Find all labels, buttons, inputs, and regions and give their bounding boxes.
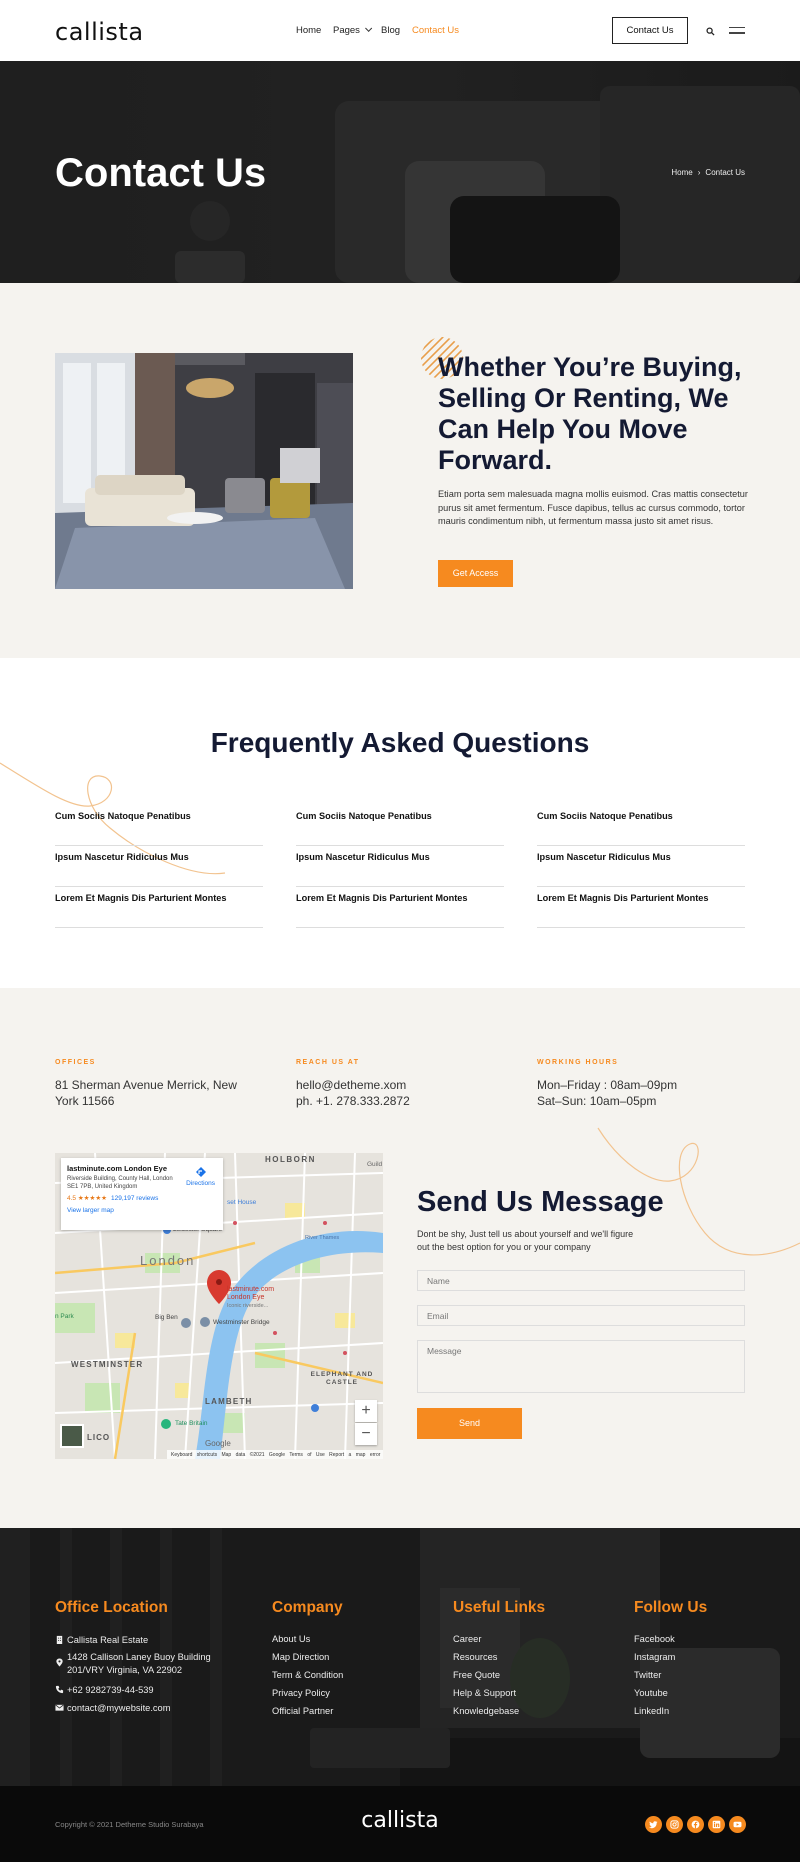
youtube-icon[interactable] [729, 1816, 746, 1833]
map-pin-title: lastminute.com London Eye [227, 1286, 275, 1301]
email-field[interactable]: Email [417, 1305, 745, 1326]
twitter-icon[interactable] [645, 1816, 662, 1833]
hours-weekend: Sat–Sun: 10am–05pm [537, 1094, 657, 1108]
faq-item[interactable]: Lorem Et Magnis Dis Parturient Montes [55, 887, 263, 928]
nav-blog[interactable]: Blog [381, 25, 401, 36]
directions-icon [195, 1166, 207, 1178]
map-reviews-link[interactable]: 129,197 reviews [110, 1195, 159, 1202]
breadcrumb [671, 168, 745, 177]
building-icon [55, 1635, 64, 1644]
about-text: Etiam porta sem malesuada magna mollis euismod. Cras mattis consectetur purus sit amet fermentum. Fusce dapibus, tellus ac cursus commodo, tortor mauris condimentum nibh, ut fermentum massa justo sit amet risus. [438, 489, 748, 526]
faq-item[interactable]: Lorem Et Magnis Dis Parturient Montes [296, 887, 504, 928]
search-icon[interactable] [706, 27, 715, 36]
reach-phone[interactable]: ph. +1. 278.333.2872 [296, 1094, 410, 1108]
breadcrumb-home[interactable]: Home [671, 168, 693, 177]
map-place-card [61, 1158, 223, 1230]
hours-weekday: Mon–Friday : 08am–09pm [537, 1078, 678, 1092]
map-label-somerset: set House [227, 1199, 257, 1206]
office-phone-text[interactable]: +62 9282739-44-539 [67, 1685, 154, 1695]
map-label-thames: River Thames [305, 1235, 340, 1241]
faq-section [0, 658, 800, 988]
send-button[interactable]: Send [417, 1408, 522, 1439]
directions-label: Directions [186, 1180, 215, 1187]
map-label-westminster-bridge: Westminster Bridge [213, 1319, 270, 1326]
map-place-address: Riverside Building, County Hall, London SE1 7PB, United Kingdom [67, 1176, 173, 1190]
zoom-in-button[interactable]: + [355, 1400, 377, 1422]
google-logo: Google [205, 1439, 231, 1448]
map-rating-stars: 4.5 ★★★★★ [67, 1195, 107, 1202]
map-label-london: London [140, 1253, 196, 1268]
footer-company-title: Company [272, 1599, 343, 1616]
chevron-right-icon: › [697, 168, 701, 177]
message-field[interactable]: Message [417, 1340, 745, 1393]
map-label-bigben: Big Ben [155, 1314, 178, 1321]
get-access-button[interactable]: Get Access [438, 560, 513, 587]
footer-link-terms[interactable]: Term & Condition [272, 1670, 344, 1680]
map-label-lambeth: LAMBETH [205, 1397, 253, 1406]
map-footer[interactable]: Keyboard shortcuts Map data ©2021 Google Terms of Use Report a map error [167, 1450, 383, 1459]
contact-section [0, 988, 800, 1528]
footer-useful-title: Useful Links [453, 1599, 546, 1616]
footer-office-phone [55, 1684, 154, 1697]
faq-item[interactable]: Ipsum Nascetur Ridiculus Mus [55, 846, 263, 887]
site-logo[interactable]: callista [55, 18, 144, 46]
offices-address: 81 Sherman Avenue Merrick, New York 11566 [55, 1078, 237, 1108]
offices-label: OFFICES [55, 1059, 96, 1066]
send-message-text: Dont be shy, Just tell us about yourself and we'll figure out the best option for you or your company [417, 1229, 634, 1252]
footer-office-title: Office Location [55, 1599, 168, 1616]
faq-title: Frequently Asked Questions [210, 727, 590, 758]
name-field[interactable]: Name [417, 1270, 745, 1291]
zoom-out-button[interactable]: − [355, 1423, 377, 1445]
map-label-holborn: HOLBORN [265, 1155, 316, 1164]
footer-office-email [55, 1702, 170, 1715]
map-label-elephant: ELEPHANT AND CASTLE [310, 1371, 374, 1386]
phone-icon [55, 1685, 64, 1694]
map-pin-label [227, 1286, 287, 1310]
footer-bottom-bar [0, 1786, 800, 1862]
map-place-title: lastminute.com London Eye [67, 1164, 168, 1173]
footer-link-twitter[interactable]: Twitter [634, 1670, 662, 1680]
copyright-text: Copyright © 2021 Detheme Studio Surabaya [55, 1820, 204, 1829]
footer-office-name [55, 1634, 148, 1647]
footer-link-resources[interactable]: Resources [453, 1652, 498, 1662]
footer-link-career[interactable]: Career [453, 1634, 482, 1644]
footer-link-about[interactable]: About Us [272, 1634, 311, 1644]
view-larger-map-link[interactable]: View larger map [67, 1207, 114, 1214]
faq-item[interactable]: Lorem Et Magnis Dis Parturient Montes [537, 887, 745, 928]
nav-contact[interactable]: Contact Us [412, 25, 459, 36]
site-footer [0, 1528, 800, 1786]
breadcrumb-current: Contact Us [705, 168, 745, 177]
footer-link-instagram[interactable]: Instagram [634, 1652, 676, 1662]
footer-link-free-quote[interactable]: Free Quote [453, 1670, 501, 1680]
mail-icon [55, 1703, 64, 1712]
office-address-text: 1428 Callison Laney Buoy Building 201/VRY Virginia, VA 22902 [67, 1652, 211, 1675]
map-label-westminster: WESTMINSTER [71, 1360, 144, 1369]
footer-link-youtube[interactable]: Youtube [634, 1688, 668, 1698]
google-map[interactable] [55, 1153, 383, 1459]
nav-pages[interactable] [333, 25, 369, 36]
nav-pages-label: Pages [333, 25, 360, 36]
faq-item[interactable]: Cum Sociis Natoque Penatibus [296, 805, 504, 846]
location-pin-icon [55, 1658, 64, 1667]
footer-office-address [55, 1651, 235, 1677]
map-label-tate: Tate Britain [175, 1420, 208, 1427]
footer-link-map-direction[interactable]: Map Direction [272, 1652, 330, 1662]
menu-icon[interactable] [729, 27, 745, 36]
send-message-title: Send Us Message [417, 1186, 664, 1218]
faq-item[interactable]: Cum Sociis Natoque Penatibus [537, 805, 745, 846]
linkedin-icon[interactable] [708, 1816, 725, 1833]
facebook-icon[interactable] [687, 1816, 704, 1833]
reach-email[interactable]: hello@detheme.xom [296, 1078, 407, 1092]
page-hero [0, 61, 800, 283]
footer-link-partner[interactable]: Official Partner [272, 1706, 334, 1716]
about-section [0, 283, 800, 658]
footer-follow-title: Follow Us [634, 1599, 708, 1616]
footer-link-help[interactable]: Help & Support [453, 1688, 517, 1698]
interior-image [55, 353, 353, 589]
office-email-text[interactable]: contact@mywebsite.com [67, 1703, 171, 1713]
map-label-lico: LICO [87, 1433, 111, 1442]
page-title: Contact Us [55, 151, 267, 195]
hours-label: WORKING HOURS [537, 1059, 619, 1066]
footer-link-linkedin[interactable]: LinkedIn [634, 1706, 670, 1716]
footer-link-facebook[interactable]: Facebook [634, 1634, 675, 1644]
map-pin-sub: Iconic riverside... [227, 1303, 269, 1309]
footer-link-knowledgebase[interactable]: Knowledgebase [453, 1706, 520, 1716]
site-header [0, 0, 800, 61]
directions-button[interactable] [186, 1166, 215, 1187]
map-label-guild: Guild [367, 1161, 383, 1168]
reach-label: REACH US AT [296, 1059, 360, 1066]
faq-item[interactable]: Ipsum Nascetur Ridiculus Mus [296, 846, 504, 887]
footer-link-privacy[interactable]: Privacy Policy [272, 1688, 330, 1698]
office-name-text: Callista Real Estate [67, 1635, 149, 1645]
faq-item[interactable]: Cum Sociis Natoque Penatibus [55, 805, 263, 846]
footer-logo[interactable]: callista [361, 1808, 439, 1833]
instagram-icon[interactable] [666, 1816, 683, 1833]
chevron-down-icon [365, 25, 372, 32]
faq-item[interactable]: Ipsum Nascetur Ridiculus Mus [537, 846, 745, 887]
about-heading: Whether You’re Buying, Selling Or Renting, We Can Help You Move Forward. [438, 352, 742, 475]
map-label-park: n Park [55, 1313, 74, 1320]
contact-us-button[interactable]: Contact Us [612, 17, 688, 44]
nav-home[interactable]: Home [296, 25, 322, 36]
map-place-rating [67, 1194, 217, 1202]
